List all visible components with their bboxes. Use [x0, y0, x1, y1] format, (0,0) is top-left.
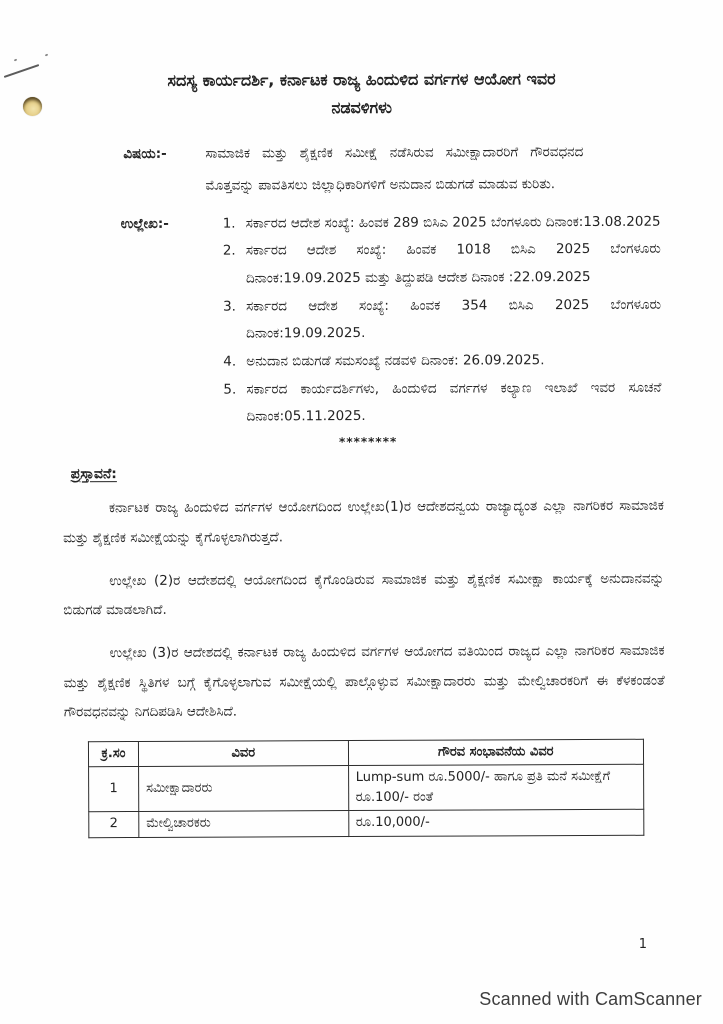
reference-item-text: ಸರ್ಕಾರದ ಆದೇಶ ಸಂಖ್ಯೆ: ಹಿಂವಕ 354 ಬಿಸಿಎ 2025 ಬೆಂಗಳೂರು ದಿನಾಂಕ:19.09.2025. [246, 296, 662, 342]
table-cell-amount: Lump-sum ರೂ.5000/- ಹಾಗೂ ಪ್ರತಿ ಮನೆ ಸಮೀಕ್ಷೆಗೆ ರೂ.100/- ರಂತೆ [348, 764, 644, 811]
pen-speck [14, 58, 18, 61]
reference-section [1, 208, 723, 433]
reference-item [223, 291, 661, 348]
subject-label: ವಿಷಯ:- [123, 145, 167, 163]
table-cell-amount: ರೂ.10,000/- [348, 810, 644, 836]
paragraph: ಉಲ್ಲೇಖ (2)ರ ಆದೇಶದಲ್ಲಿ ಆಯೋಗದಿಂದ ಕೈಗೊಂಡಿರುವ ಸಾಮಾಜಿಕ ಮತ್ತು ಶೈಕ್ಷಣಿಕ ಸಮೀಕ್ಷಾ ಕಾರ್ಯಕ್ಕೆ ಅನುದಾನವನ್ನು ಬಿಡುಗಡೆ ಮಾಡಲಾಗಿದೆ. [63, 570, 665, 619]
reference-item-number: 3. [223, 298, 236, 315]
table-header-row [88, 739, 643, 767]
page-number: 1 [638, 937, 647, 952]
subject-text: ಸಾಮಾಜಿಕ ಮತ್ತು ಶೈಕ್ಷಣಿಕ ಸಮೀಕ್ಷೆ ನಡೆಸಿರುವ ಸಮೀಕ್ಷಾದಾರರಿಗೆ ಗೌರವಧನದ ಮೊತ್ತವನ್ನು ಪಾವತಿಸಲು ಜಿಲ್ಲಾಧಿಕಾರಿಗಳಿಗೆ ಅನುದಾನ ಬಿಡುಗಡೆ ಮಾಡುವ ಕುರಿತು. [205, 144, 584, 195]
honorarium-table [88, 739, 644, 838]
reference-item-number: 4. [223, 353, 237, 370]
table-cell-slno: 2 [89, 812, 139, 837]
pen-speck [45, 53, 49, 56]
reference-item-text: ಸರ್ಕಾರದ ಆದೇಶ ಸಂಖ್ಯೆ: ಹಿಂವಕ 289 ಬಿಸಿಎ 2025 ಬೆಂಗಳೂರು ದಿನಾಂಕ:13.08.2025 [245, 213, 661, 232]
table-cell-slno: 1 [89, 767, 139, 812]
camscanner-watermark: Scanned with CamScanner [479, 989, 702, 1009]
preamble-section [2, 464, 723, 839]
table-header-amount: ಗೌರವ ಸಂಭಾವನೆಯ ವಿವರ [348, 739, 644, 765]
reference-item-text: ಅನುದಾನ ಬಿಡುಗಡೆ ಸಮಸಂಖ್ಯೆ ನಡವಳಿ ದಿನಾಂಕ: 26.09.2025. [246, 352, 545, 370]
reference-item-text: ಸರ್ಕಾರದ ಕಾರ್ಯದರ್ಶಿಗಳು, ಹಿಂದುಳಿದ ವರ್ಗಗಳ ಕಲ್ಯಾಣ ಇಲಾಖೆ ಇವರ ಸೂಚನೆ ದಿನಾಂಕ:05.11.2025. [246, 379, 662, 425]
table-header-detail: ವಿವರ [138, 741, 348, 767]
reference-list [223, 208, 662, 431]
paragraph: ಉಲ್ಲೇಖ (3)ರ ಆದೇಶದಲ್ಲಿ ಕರ್ನಾಟಕ ರಾಜ್ಯ ಹಿಂದುಳಿದ ವರ್ಗಗಳ ಆಯೋಗದ ವತಿಯಿಂದ ರಾಜ್ಯದ ಎಲ್ಲಾ ನಾಗರಿಕರ ಸಾಮಾಜಿಕ ಮತ್ತು ಶೈಕ್ಷಣಿಕ ಸ್ಥಿತಿಗಳ ಬಗ್ಗೆ ಕೈಗೊಳ್ಳಲಾಗುವ ಸಮೀಕ್ಷೆಯಲ್ಲಿ ಪಾಲ್ಗೊಳ್ಳುವ ಸಮೀಕ್ಷಾದಾರರು ಮತ್ತು ಮೇಲ್ವಿಚಾರಕರಿಗೆ ಈ ಕೆಳಕಂಡಂತೆ ಗೌರವಧನವನ್ನು ನಿಗದಿಪಡಿಸಿ ಆದೇಶಿಸಿದೆ. [63, 642, 665, 721]
reference-item [223, 347, 661, 377]
table-header-slno: ಕ್ರ.ಸಂ [88, 741, 138, 766]
subject-section [0, 135, 723, 203]
table-cell-detail: ಸಮೀಕ್ಷಾದಾರರು [139, 766, 349, 812]
paragraph: ಕರ್ನಾಟಕ ರಾಜ್ಯ ಹಿಂದುಳಿದ ವರ್ಗಗಳ ಆಯೋಗದಿಂದ ಉಲ್ಲೇಖ(1)ರ ಆದೇಶದನ್ವಯ ರಾಜ್ಯಾದ್ಯಂತ ಎಲ್ಲಾ ನಾಗರಿಕರ ಸಾಮಾಜಿಕ ಮತ್ತು ಶೈಕ್ಷಣಿಕ ಸಮೀಕ್ಷೆಯನ್ನು ಕೈಗೊಳ್ಳಲಾಗಿರುತ್ತದೆ. [63, 497, 664, 547]
reference-item [223, 375, 661, 432]
document-title-line2: ನಡವಳಿಗಳು [331, 97, 392, 118]
reference-item-number: 5. [223, 381, 237, 398]
reference-item [223, 208, 661, 238]
table-row [89, 810, 644, 838]
table-cell-detail: ಮೇಲ್ವಿಚಾರಕರು [139, 811, 349, 837]
reference-label: ಉಲ್ಲೇಖ:- [120, 215, 169, 232]
document-title-line1: ಸದಸ್ಯ ಕಾರ್ಯದರ್ಶಿ, ಕರ್ನಾಟಕ ರಾಜ್ಯ ಹಿಂದುಳಿದ ವರ್ಗಗಳ ಆಯೋಗ ಇವರ [167, 69, 556, 90]
reference-item-text: ಸರ್ಕಾರದ ಆದೇಶ ಸಂಖ್ಯೆ: ಹಿಂವಕ 1018 ಬಿಸಿಎ 2025 ಬೆಂಗಳೂರು ದಿನಾಂಕ:19.09.2025 ಮತ್ತು ತಿದ್ದುಪಡಿ ಆದೇಶ ದಿನಾಂಕ :22.09.2025 [245, 241, 661, 287]
reference-item-number: 2. [222, 243, 236, 260]
asterisk-separator: ******** [339, 435, 398, 450]
document-content [0, 64, 723, 838]
reference-item [223, 236, 661, 293]
table-row [89, 764, 644, 812]
preamble-heading: ಪ್ರಸ್ತಾವನೆ: [70, 466, 117, 483]
reference-item-number: 1. [222, 215, 236, 232]
document-title [0, 64, 723, 123]
